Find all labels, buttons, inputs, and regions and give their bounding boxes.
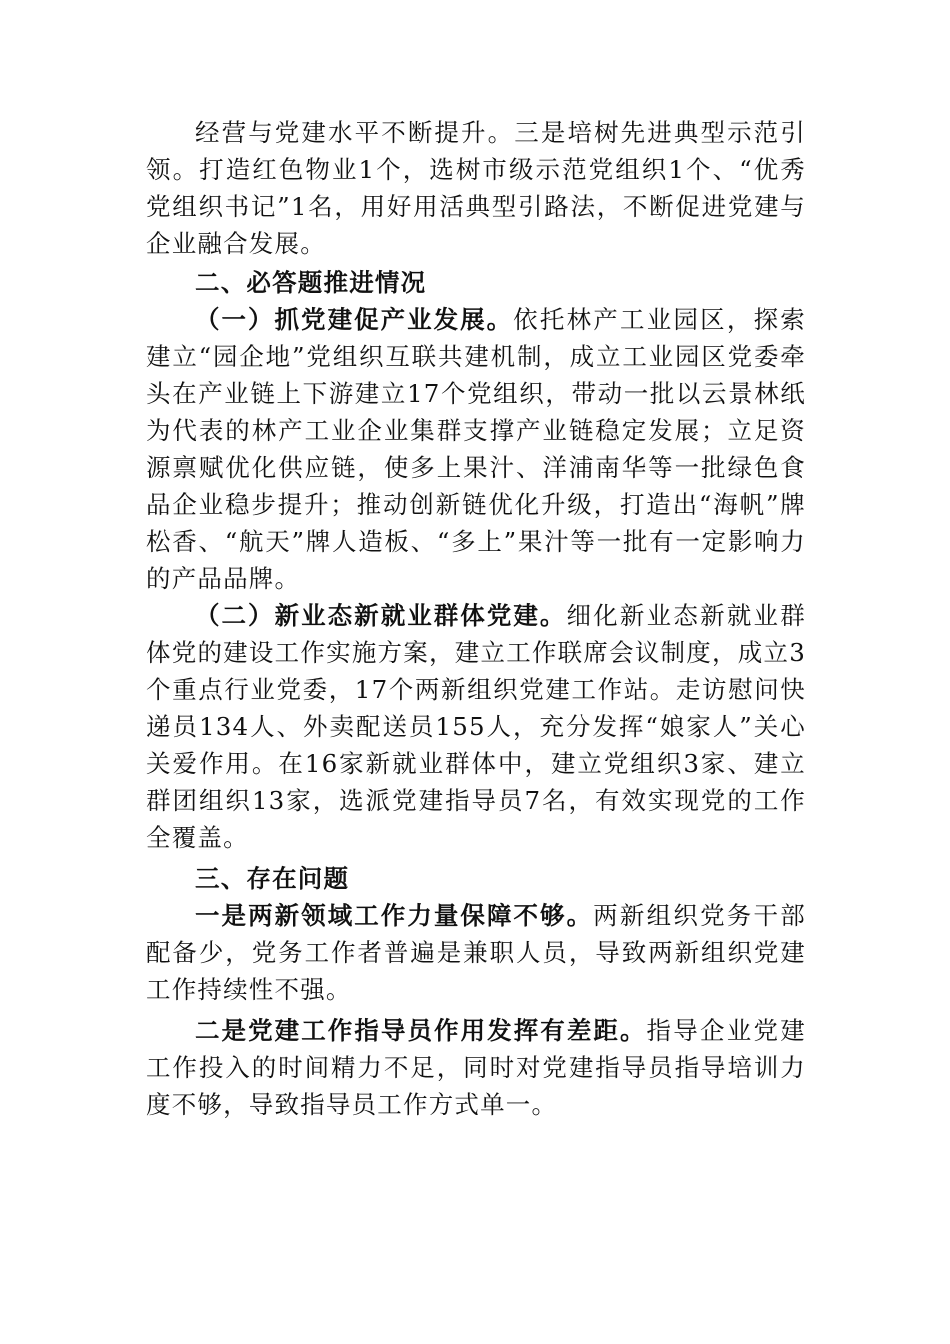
paragraph-new-business-forms bbox=[146, 597, 806, 856]
section-heading-2: 二、必答题推进情况 bbox=[195, 268, 427, 297]
paragraph-lead: （一）抓党建促产业发展。 bbox=[195, 305, 514, 334]
paragraph-text: 细化新业态新就业群体党的建设工作实施方案，建立工作联席会议制度，成立3个重点行业党委，17个两新组织党建工作站。走访慰问快递员134人、外卖配送员155人，充分发挥“娘家人”关心关爱作用。在16家新就业群体中，建立党组织3家、建立群团组织13家，选派党建指导员7名，有效实现党的工作全覆盖。 bbox=[146, 601, 806, 852]
paragraph-industry-development bbox=[146, 301, 806, 597]
section-heading-3: 三、存在问题 bbox=[195, 864, 350, 893]
document-body bbox=[146, 114, 806, 1123]
paragraph-problem-2 bbox=[146, 1012, 806, 1123]
paragraph-continuation: 经营与党建水平不断提升。三是培树先进典型示范引领。打造红色物业1个，选树市级示范党组织1个、“优秀党组织书记”1名，用好用活典型引路法，不断促进党建与企业融合发展。 bbox=[146, 118, 806, 258]
paragraph-lead: 二是党建工作指导员作用发挥有差距。 bbox=[195, 1016, 647, 1045]
paragraph-lead: 一是两新领域工作力量保障不够。 bbox=[195, 901, 594, 930]
paragraph-text: 指导企业党建工作投入的时间精力不足，同时对党建指导员指导培训力度不够，导致指导员工作方式单一。 bbox=[146, 1016, 807, 1119]
paragraph-lead: （二）新业态新就业群体党建。 bbox=[195, 601, 567, 630]
paragraph-text: 两新组织党务干部配备少，党务工作者普遍是兼职人员，导致两新组织党建工作持续性不强。 bbox=[146, 901, 806, 1004]
paragraph-problem-1 bbox=[146, 897, 806, 1008]
paragraph-text: 依托林产工业园区，探索建立“园企地”党组织互联共建机制，成立工业园区党委牵头在产业链上下游建立17个党组织，带动一批以云景林纸为代表的林产工业企业集群支撑产业链稳定发展；立足资源禀赋优化供应链，使多上果汁、洋浦南华等一批绿色食品企业稳步提升；推动创新链优化升级，打造出“海帆”牌松香、“航天”牌人造板、“多上”果汁等一批有一定影响力的产品品牌。 bbox=[146, 305, 807, 593]
